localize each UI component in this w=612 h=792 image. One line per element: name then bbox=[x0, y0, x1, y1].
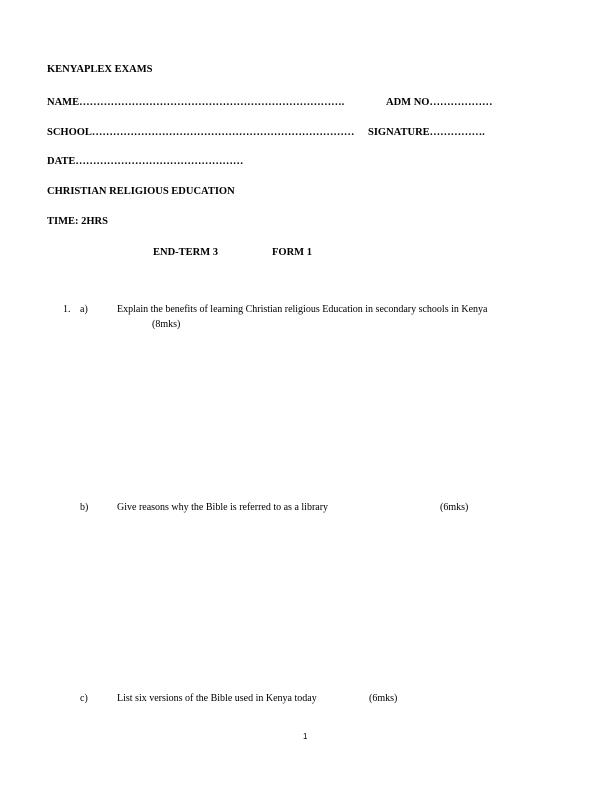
part-b-text: Give reasons why the Bible is referred to as a library bbox=[117, 502, 329, 513]
exam-term: END-TERM 3 bbox=[153, 247, 219, 258]
adm-no-field-line: ADM NO……………… bbox=[386, 97, 493, 108]
part-a-marks: (8mks) bbox=[152, 319, 181, 330]
part-b-label: b) bbox=[80, 502, 89, 513]
school-field-line: SCHOOL………………………………………………………………… bbox=[47, 127, 355, 138]
part-a-text: Explain the benefits of learning Christian religious Education in secondary schools in Kenya bbox=[117, 304, 488, 315]
part-a-label: a) bbox=[80, 304, 88, 315]
part-b-marks: (6mks) bbox=[440, 502, 469, 513]
signature-field-line: SIGNATURE……………. bbox=[368, 127, 485, 138]
page-number: 1 bbox=[303, 732, 308, 741]
name-field-line: NAME…………………………………………………………………. bbox=[47, 97, 345, 108]
part-c-label: c) bbox=[80, 693, 88, 704]
part-c-text: List six versions of the Bible used in Kenya today bbox=[117, 693, 317, 704]
question-number: 1. bbox=[63, 304, 71, 315]
exam-form: FORM 1 bbox=[272, 247, 312, 258]
exam-provider: KENYAPLEX EXAMS bbox=[47, 64, 153, 75]
date-field-line: DATE………………………………………… bbox=[47, 156, 244, 167]
time-allowed: TIME: 2HRS bbox=[47, 216, 108, 227]
subject-title: CHRISTIAN RELIGIOUS EDUCATION bbox=[47, 186, 235, 197]
part-c-marks: (6mks) bbox=[369, 693, 398, 704]
